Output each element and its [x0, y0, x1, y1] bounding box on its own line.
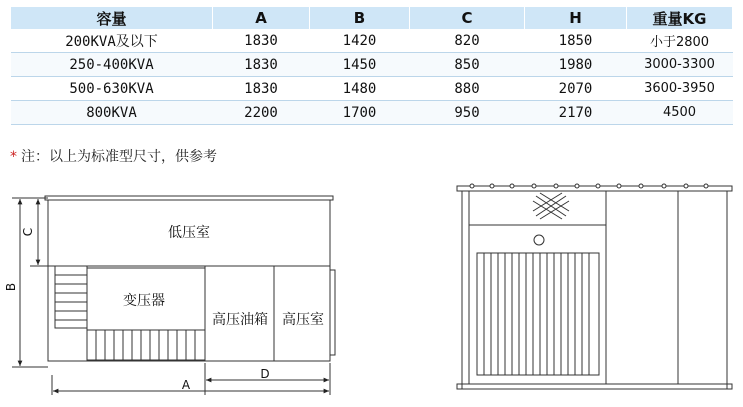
header-h: H	[525, 7, 627, 29]
cell-c: 850	[410, 53, 525, 77]
label-transformer: 变压器	[123, 293, 165, 309]
dim-label-d: D	[260, 367, 270, 381]
cell-weight: 4500	[627, 101, 733, 125]
elevation-body	[462, 191, 727, 389]
plan-view	[45, 196, 335, 361]
louver-slats	[484, 253, 589, 375]
cell-b: 1700	[310, 101, 410, 125]
cell-h: 1980	[525, 53, 627, 77]
label-high-room: 高压室	[282, 312, 324, 328]
dim-label-c: C	[21, 227, 35, 237]
dimension-a-d	[52, 363, 330, 395]
header-weight: 重量KG	[627, 7, 733, 29]
cell-h: 2070	[525, 77, 627, 101]
cell-b: 1420	[310, 29, 410, 53]
cell-c: 820	[410, 29, 525, 53]
cell-b: 1450	[310, 53, 410, 77]
cell-weight: 小于2800	[627, 29, 733, 53]
cell-weight: 3000-3300	[627, 53, 733, 77]
header-c: C	[410, 7, 525, 29]
cell-weight: 3600-3950	[627, 77, 733, 101]
header-b: B	[310, 7, 410, 29]
dim-label-a: A	[181, 378, 191, 392]
cell-h: 1850	[525, 29, 627, 53]
cell-capacity: 200KVA及以下	[11, 29, 213, 53]
cell-b: 1480	[310, 77, 410, 101]
header-a: A	[213, 7, 310, 29]
cell-c: 950	[410, 101, 525, 125]
header-capacity: 容量	[11, 7, 213, 29]
cell-c: 880	[410, 77, 525, 101]
label-low-room: 低压室	[168, 225, 210, 241]
cell-a: 2200	[213, 101, 310, 125]
dim-label-b: B	[4, 282, 18, 292]
cell-a: 1830	[213, 53, 310, 77]
cell-capacity: 500-630KVA	[11, 77, 213, 101]
lock-knob-icon	[534, 235, 544, 245]
elevation-roof	[457, 186, 732, 191]
cell-capacity: 250-400KVA	[11, 53, 213, 77]
elevation-base	[457, 384, 732, 389]
note-text: 注：以上为标准型尺寸，供参考	[21, 149, 217, 165]
label-oil-tank: 高压油箱	[212, 312, 268, 328]
cell-a: 1830	[213, 29, 310, 53]
louver-panel	[477, 253, 599, 375]
cell-capacity: 800KVA	[11, 101, 213, 125]
fin-bottom-lines	[96, 330, 195, 360]
cell-a: 1830	[213, 77, 310, 101]
cell-h: 2170	[525, 101, 627, 125]
fin-left-lines	[55, 275, 87, 320]
plan-top-edge	[45, 196, 333, 200]
plan-side-tab	[330, 270, 335, 355]
dimension-b	[12, 198, 48, 367]
note-star: *	[10, 149, 17, 165]
vent-grille-icon	[533, 193, 569, 219]
